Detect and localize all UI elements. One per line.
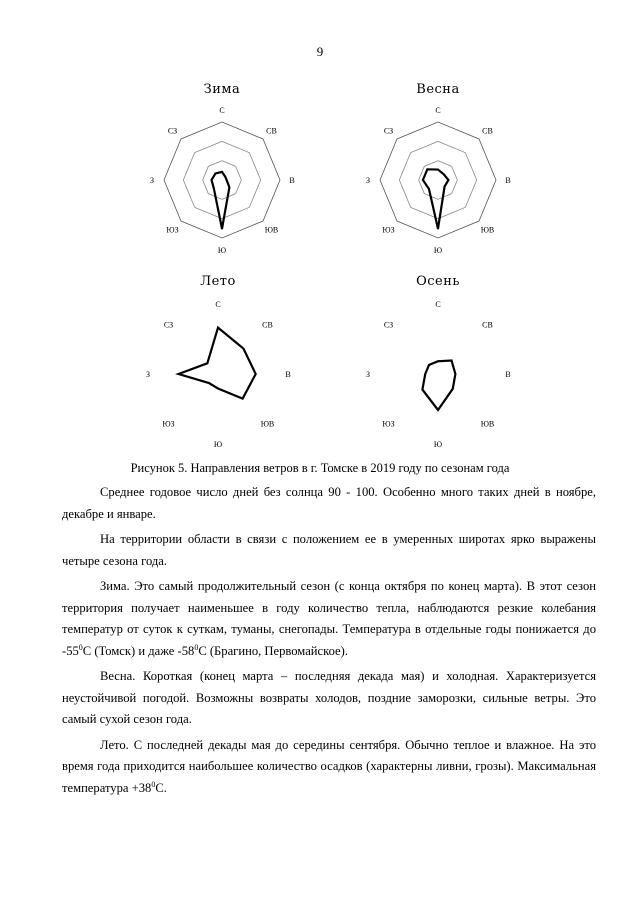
direction-label-w: З [145,370,151,379]
wind-point-sw [422,389,424,391]
direction-label-e: В [505,370,511,379]
degree-superscript: 0 [78,642,83,652]
direction-label-ne: СВ [262,320,273,330]
direction-label-e: В [285,370,291,379]
direction-label-nw: СЗ [167,126,178,136]
body-text [62,482,596,803]
wind-point-s [437,409,439,411]
direction-label-e: В [505,176,511,185]
figure-caption: Рисунок 5. Направления ветров в г. Томске в 2019 году по сезонам года [130,461,510,475]
direction-label-s: Ю [433,440,443,449]
direction-label-w: З [149,176,155,185]
direction-label-sw: ЮЗ [166,225,179,235]
paragraph-text: Зима. Это самый продолжительный сезон (с конца октября по конец марта). В этот сезон территория получает наименьшее в году количество тепла, наблюдаются резкие колебания температур от суток к суткам, туманы, снегопады. Температура в отдельные годы понижается до -55 [62,579,596,658]
direction-label-se: ЮВ [480,225,495,235]
paragraph-text: С (Томск) и даже -58 [82,643,195,658]
paragraph-text: Весна. Короткая (конец марта – последняя декада мая) и холодная. Характеризуется неустойчивой погодой. Возможны возвраты холодов, поздние заморозки, сильные ветры. Это самый сухой сезон года. [62,669,596,726]
paragraph-text: С. [155,780,167,795]
chart-title-winter: Зима [203,82,241,97]
direction-label-s: Ю [217,246,227,255]
chart-title-summer: Лето [200,274,236,289]
direction-label-nw: СЗ [383,126,394,136]
chart-title-spring: Весна [416,82,460,97]
direction-label-sw: ЮЗ [382,225,395,235]
paragraph-text: Лето. С последней декады мая до середины сентября. Обычно теплое и влажное. На это время года приходится наибольшее количество осадков (характерны ливни, грозы). Максимальная температура +38 [62,737,596,795]
paragraph [62,482,596,525]
wind-point-se [452,388,454,390]
direction-label-sw: ЮЗ [382,419,395,429]
wind-point-ne [451,360,453,362]
direction-label-n: С [219,106,225,115]
wind-point-nw [428,364,430,366]
direction-label-ne: СВ [266,126,277,136]
direction-label-sw: ЮЗ [162,419,175,429]
wind-series-line [422,360,455,409]
direction-label-s: Ю [213,440,223,449]
degree-superscript: 0 [194,642,199,652]
wind-point-w [424,373,426,375]
direction-label-e: В [289,176,295,185]
paragraph-text: Среднее годовое число дней без солнца 90 - 100. Особенно много таких дней в ноябре, декабре и январе. [62,485,596,521]
paragraph-text: На территории области в связи с положением ее в умеренных широтах ярко выражены четыре сезона года. [62,532,596,568]
direction-label-nw: СЗ [383,320,394,330]
direction-label-n: С [215,300,221,309]
direction-label-ne: СВ [482,320,493,330]
direction-label-se: ЮВ [480,419,495,429]
direction-label-n: С [435,106,441,115]
direction-label-se: ЮВ [260,419,275,429]
degree-superscript: 0 [151,779,156,789]
paragraph [62,666,596,731]
paragraph [62,735,596,800]
direction-label-w: З [365,370,371,379]
page-number: 9 [316,44,324,59]
chart-title-autumn: Осень [416,274,460,289]
direction-label-w: З [365,176,371,185]
paragraph-text: С (Брагино, Первомайское). [198,643,348,658]
direction-label-ne: СВ [482,126,493,136]
direction-label-n: С [435,300,441,309]
paragraph [62,529,596,572]
paragraph [62,576,596,662]
wind-point-e [455,373,457,375]
direction-label-s: Ю [433,246,443,255]
wind-point-n [437,360,439,362]
direction-label-se: ЮВ [264,225,279,235]
direction-label-nw: СЗ [163,320,174,330]
